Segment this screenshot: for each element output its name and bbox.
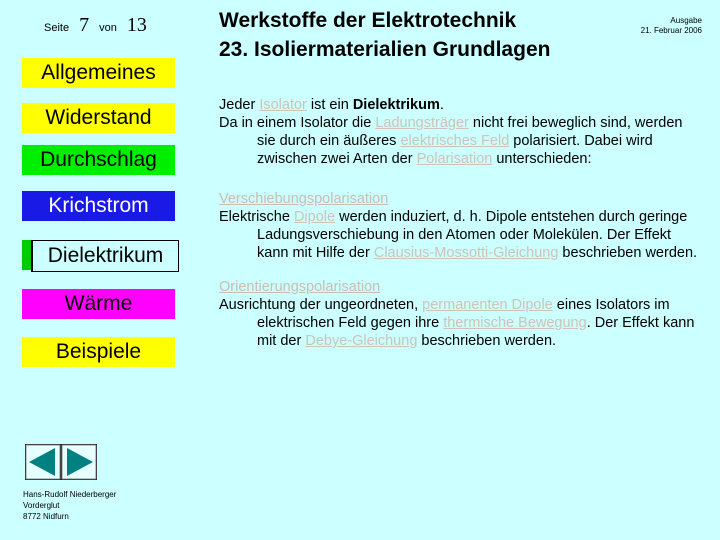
orientierung-text-2: eines Isolators im elektrischen Feld gegen ihre: [257, 297, 670, 331]
page-navigation-arrows: [25, 444, 97, 480]
nav-button-durchschlag[interactable]: [22, 145, 175, 175]
orientierungspolarisation-section: [219, 278, 699, 350]
triangle-left-icon[interactable]: [25, 444, 61, 480]
link-dipole[interactable]: Dipole: [293, 209, 336, 225]
nav-label-durchschlag: Durchschlag: [40, 148, 157, 171]
nav-label-dielektrikum: Dielektrikum: [47, 244, 164, 267]
edition-date: 21. Februar 2006: [640, 26, 702, 35]
dielektrikum-term: Dielektrikum: [352, 97, 440, 113]
intro-text-4: Da in einem Isolator die: [219, 115, 376, 131]
nav-active-indicator: [31, 240, 179, 272]
page-title: [219, 6, 550, 64]
nav-button-krichstrom[interactable]: [22, 191, 175, 221]
link-clausius-mossotti[interactable]: Clausius-Mossotti-Gleichung: [373, 245, 559, 261]
author-name: Hans-Rudolf Niederberger: [23, 490, 117, 499]
intro-text-7: unterschieden:: [492, 151, 592, 167]
orientierungspolarisation-heading[interactable]: Orientierungspolarisation: [219, 279, 381, 295]
page-counter: [44, 14, 153, 37]
page-current: 7: [79, 14, 90, 36]
link-permanente-dipole[interactable]: permanenten Dipole: [422, 297, 553, 313]
link-thermische-bewegung[interactable]: thermische Bewegung: [443, 315, 587, 331]
link-debye-gleichung[interactable]: Debye-Gleichung: [305, 333, 418, 349]
author-city: 8772 Nidfurn: [23, 512, 69, 521]
verschiebungspolarisation-heading[interactable]: Verschiebungspolarisation: [219, 191, 389, 207]
link-elektrisches-feld[interactable]: elektrisches Feld: [400, 133, 510, 149]
triangle-right-icon[interactable]: [61, 444, 97, 480]
orientierung-text-4: beschrieben werden.: [417, 333, 557, 349]
author-street: Vorderglut: [23, 501, 60, 510]
nav-label-allgemeines: Allgemeines: [41, 61, 156, 84]
main-content: [219, 96, 699, 368]
nav-label-widerstand: Widerstand: [45, 106, 152, 129]
title-line-1: Werkstoffe der Elektrotechnik: [219, 9, 517, 32]
page-label: Seite: [44, 22, 70, 34]
nav-button-dielektrikum[interactable]: [22, 240, 175, 270]
nav-label-waerme: Wärme: [64, 292, 133, 315]
author-info: [23, 489, 116, 522]
intro-paragraph: [219, 96, 699, 168]
nav-label-krichstrom: Krichstrom: [48, 194, 149, 217]
title-line-2: 23. Isoliermaterialien Grundlagen: [219, 38, 551, 61]
orientierung-text-3: . Der Effekt kann mit der: [257, 315, 695, 349]
nav-button-allgemeines[interactable]: [22, 58, 175, 88]
verschiebung-text-2: werden induziert, d. h. Dipole entstehen durch geringe Ladungsverschiebung in den Atomen oder Molekülen. Der Effekt kann mit Hilfe der: [257, 209, 688, 261]
link-ladungstraeger[interactable]: Ladungsträger: [375, 115, 469, 131]
orientierung-text-1: Ausrichtung der ungeordneten,: [219, 297, 423, 313]
page-total: 13: [126, 14, 147, 36]
nav-button-beispiele[interactable]: [22, 337, 175, 367]
nav-label-beispiele: Beispiele: [55, 340, 142, 363]
link-polarisation[interactable]: Polarisation: [416, 151, 493, 167]
intro-text-2: ist ein: [306, 97, 353, 113]
edition-info: [630, 16, 702, 36]
verschiebungspolarisation-section: [219, 190, 699, 262]
link-isolator[interactable]: Isolator: [259, 97, 307, 113]
intro-text-6: polarisiert. Dabei wird zwischen zwei Arten der: [257, 133, 653, 167]
intro-text-1: Jeder: [219, 97, 260, 113]
intro-text-3: .: [439, 97, 444, 113]
verschiebung-text-1: Elektrische: [219, 209, 294, 225]
intro-text-5: nicht frei beweglich sind, werden sie durch ein äußeres: [257, 115, 683, 149]
verschiebung-text-3: beschrieben werden.: [558, 245, 698, 261]
edition-label: Ausgabe: [670, 16, 702, 25]
nav-button-waerme[interactable]: [22, 289, 175, 319]
page-of-label: von: [99, 22, 117, 34]
nav-button-widerstand[interactable]: [22, 103, 175, 133]
